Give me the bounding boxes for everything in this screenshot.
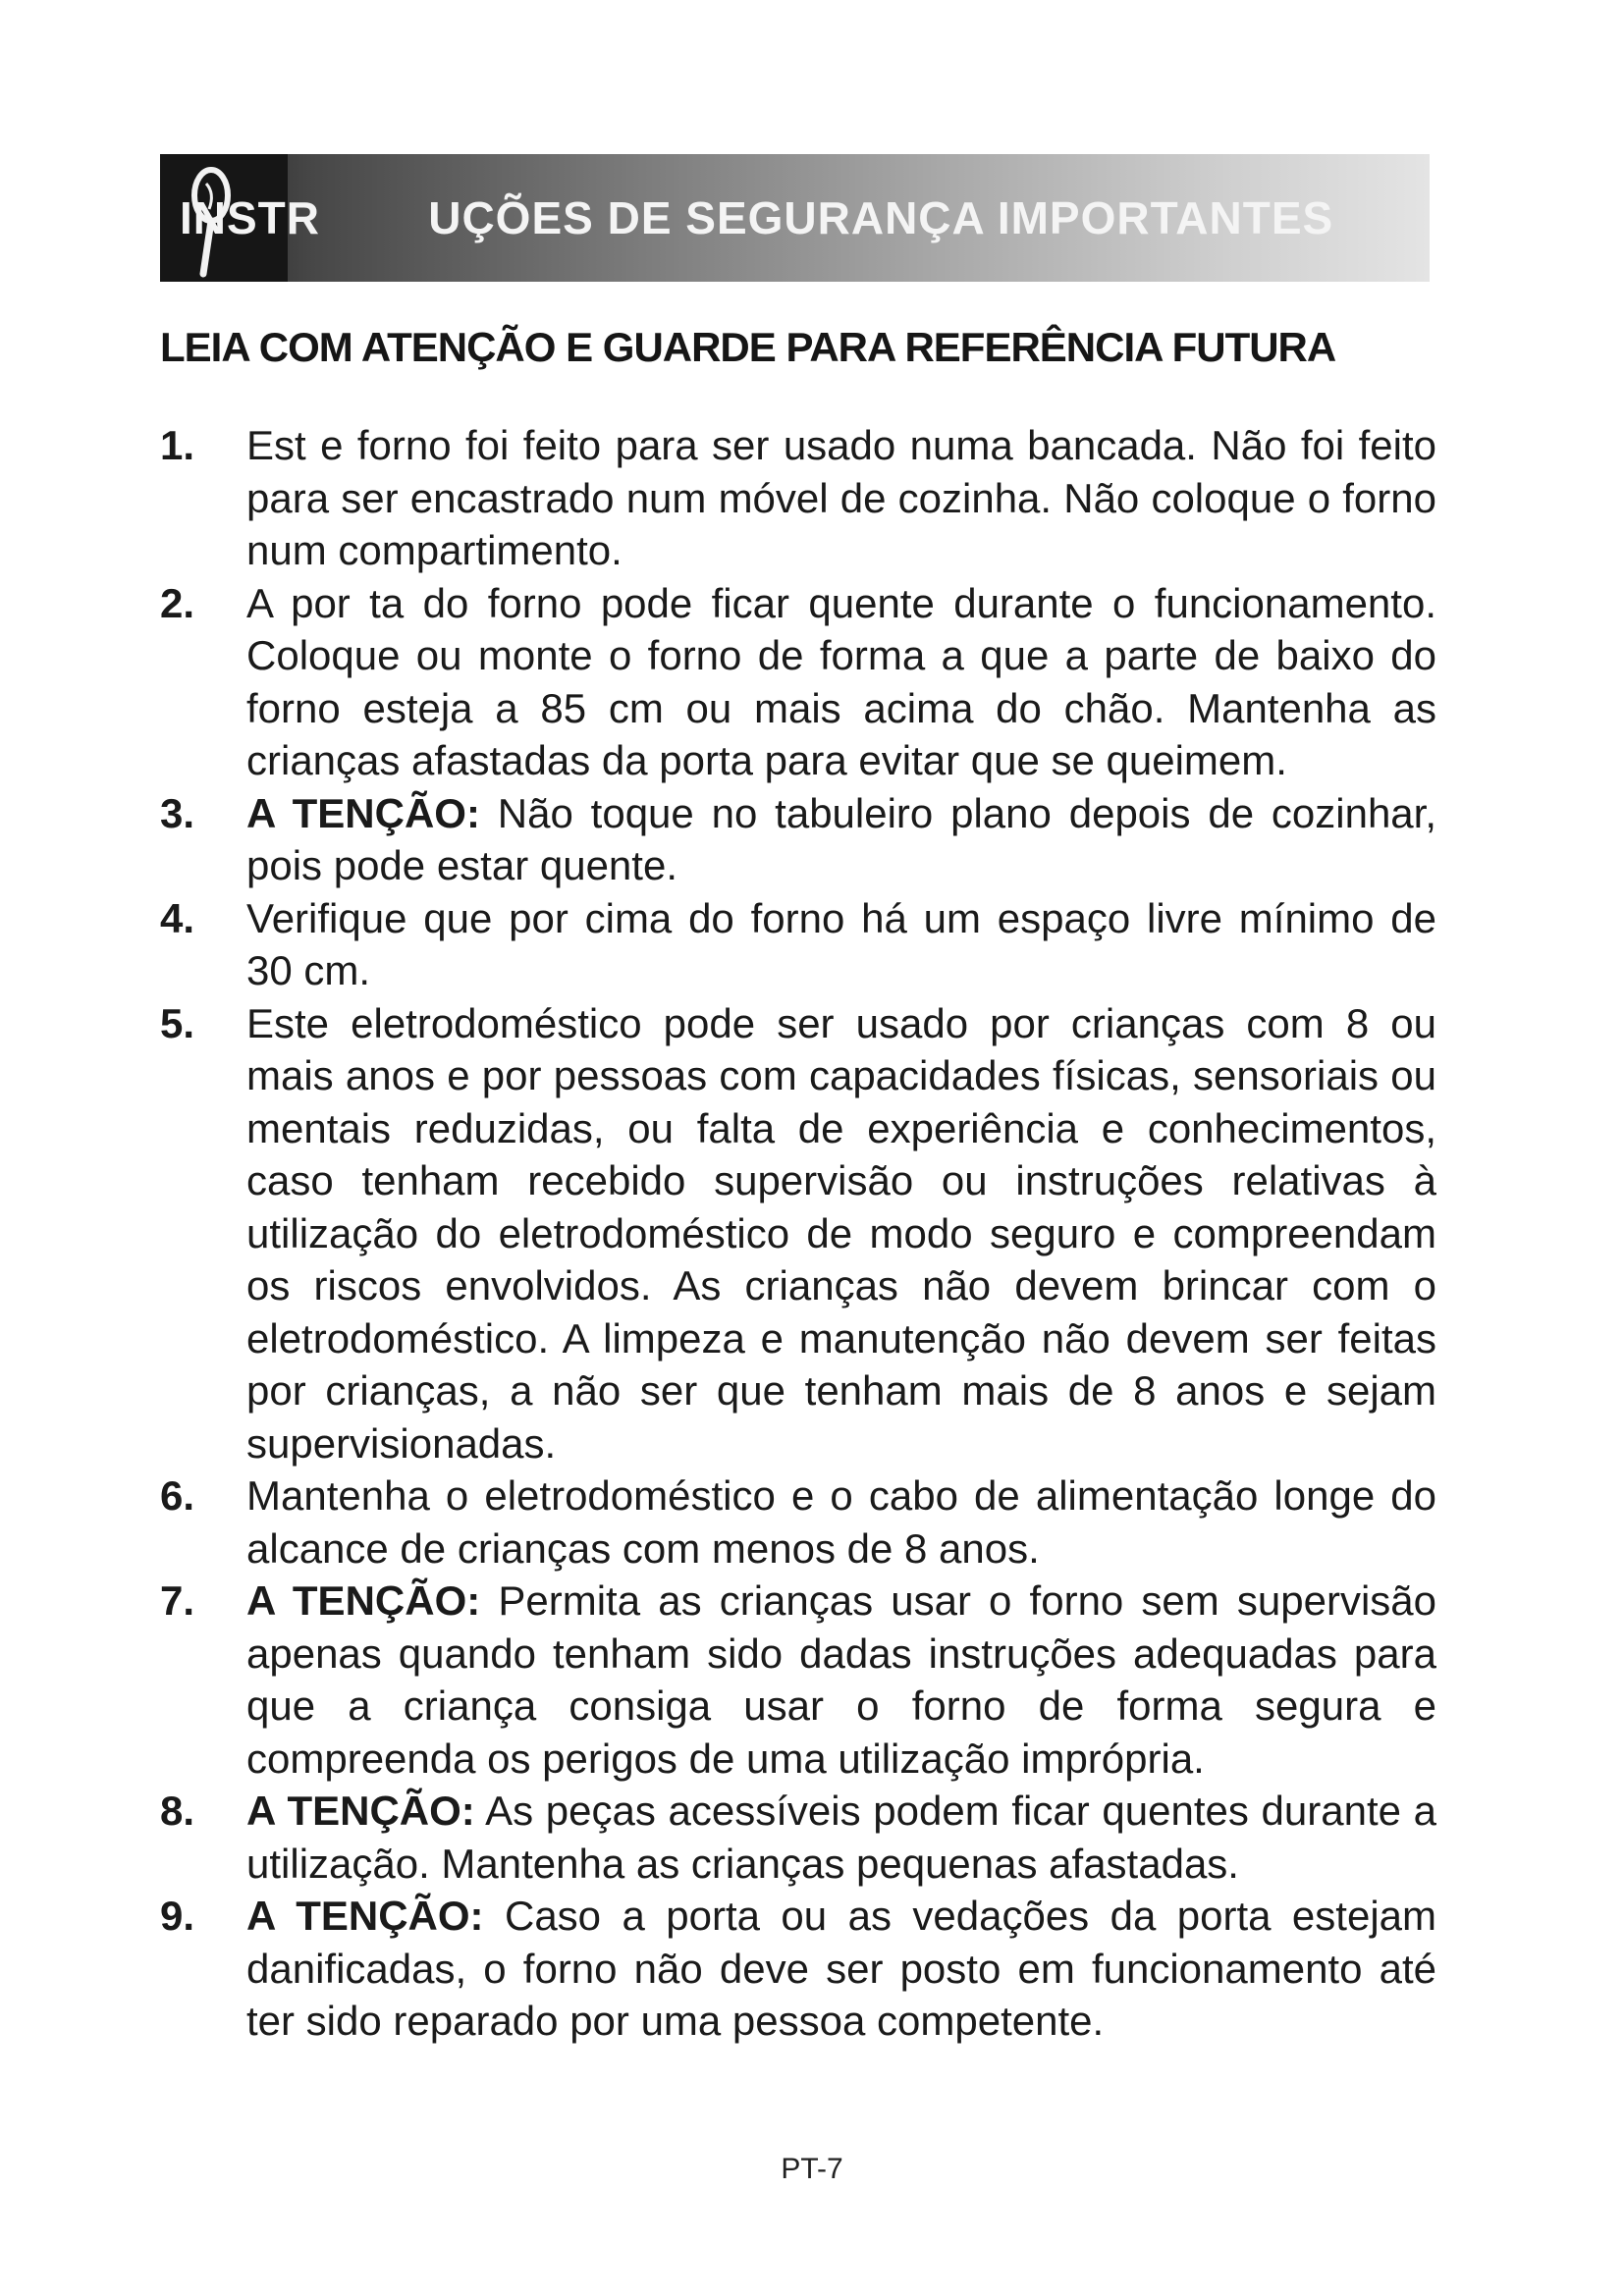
item-number: 4. — [160, 894, 195, 941]
warning-label: A TENÇÃO: — [246, 789, 480, 836]
item-text: A por ta do forno pode ficar quente durante o funcionamento. Coloque ou monte o forno de forma a que a parte de baixo do forno esteja a 85 cm ou mais acima do chão. Mantenha as crianças afastadas da porta para evitar que se queimem. — [246, 579, 1436, 783]
item-text: Caso a porta ou as vedações da porta estejam danificadas, o forno não deve ser posto em funcionamento até ter sido reparado por uma pessoa competente. — [246, 1893, 1436, 2044]
item-number: 3. — [160, 789, 195, 836]
item-text: Est e forno foi feito para ser usado numa bancada. Não foi feito para ser encastrado num móvel de cozinha. Não coloque o forno num compartimento. — [246, 422, 1436, 573]
list-item — [160, 787, 1436, 892]
list-item — [160, 1890, 1436, 2048]
item-number: 8. — [160, 1788, 195, 1834]
list-item — [160, 997, 1436, 1470]
item-text: As peças acessíveis podem ficar quentes durante a utilização. Mantenha as crianças pequenas afastadas. — [246, 1788, 1436, 1887]
warning-label: A TENÇÃO: — [246, 1788, 475, 1834]
item-number: 5. — [160, 999, 195, 1046]
item-text: Permita as crianças usar o forno sem supervisão apenas quando tenham sido dadas instruções adequadas para que a criança consiga usar o forno de forma segura e compreenda os perigos de uma utilização imprópria. — [246, 1577, 1437, 1782]
item-number: 7. — [160, 1577, 195, 1624]
item-number: 1. — [160, 422, 195, 468]
warning-label: A TENÇÃO: — [246, 1893, 484, 1939]
item-number: 2. — [160, 579, 195, 626]
list-item — [160, 1469, 1436, 1575]
list-item — [160, 577, 1436, 787]
item-number: 6. — [160, 1472, 195, 1519]
list-item — [160, 1575, 1436, 1785]
page-subtitle: LEIA COM ATENÇÃO E GUARDE PARA REFERÊNCIA FUTURA — [160, 324, 1336, 370]
safety-instructions-list — [160, 419, 1436, 2048]
item-text: Verifique que por cima do forno há um espaço livre mínimo de 30 cm. — [246, 894, 1436, 993]
item-text: Mantenha o eletrodoméstico e o cabo de alimentação longe do alcance de crianças com menos de 8 anos. — [246, 1472, 1436, 1572]
section-header — [160, 154, 1430, 282]
header-title: INSTR UÇÕES DE SEGURANÇA IMPORTANTES — [180, 192, 1334, 243]
warning-label: A TENÇÃO: — [246, 1577, 481, 1624]
page-number: PT-7 — [781, 2153, 843, 2185]
list-item — [160, 419, 1436, 577]
item-text: Este eletrodoméstico pode ser usado por crianças com 8 ou mais anos e por pessoas com capacidades físicas, sensoriais ou mentais reduzidas, ou falta de experiência e conhecimentos, caso tenham recebido supervisão ou instruções relativas à utilização do eletrodoméstico de modo seguro e compreendam os riscos envolvidos. As crianças não devem brincar com o eletrodoméstico. A limpeza e manutenção não devem ser feitas por crianças, a não ser que tenham mais de 8 anos e sejam supervisionadas. — [246, 999, 1436, 1467]
list-item — [160, 892, 1436, 997]
list-item — [160, 1785, 1436, 1890]
item-number: 9. — [160, 1893, 195, 1939]
item-text: Não toque no tabuleiro plano depois de cozinhar, pois pode estar quente. — [246, 789, 1436, 888]
